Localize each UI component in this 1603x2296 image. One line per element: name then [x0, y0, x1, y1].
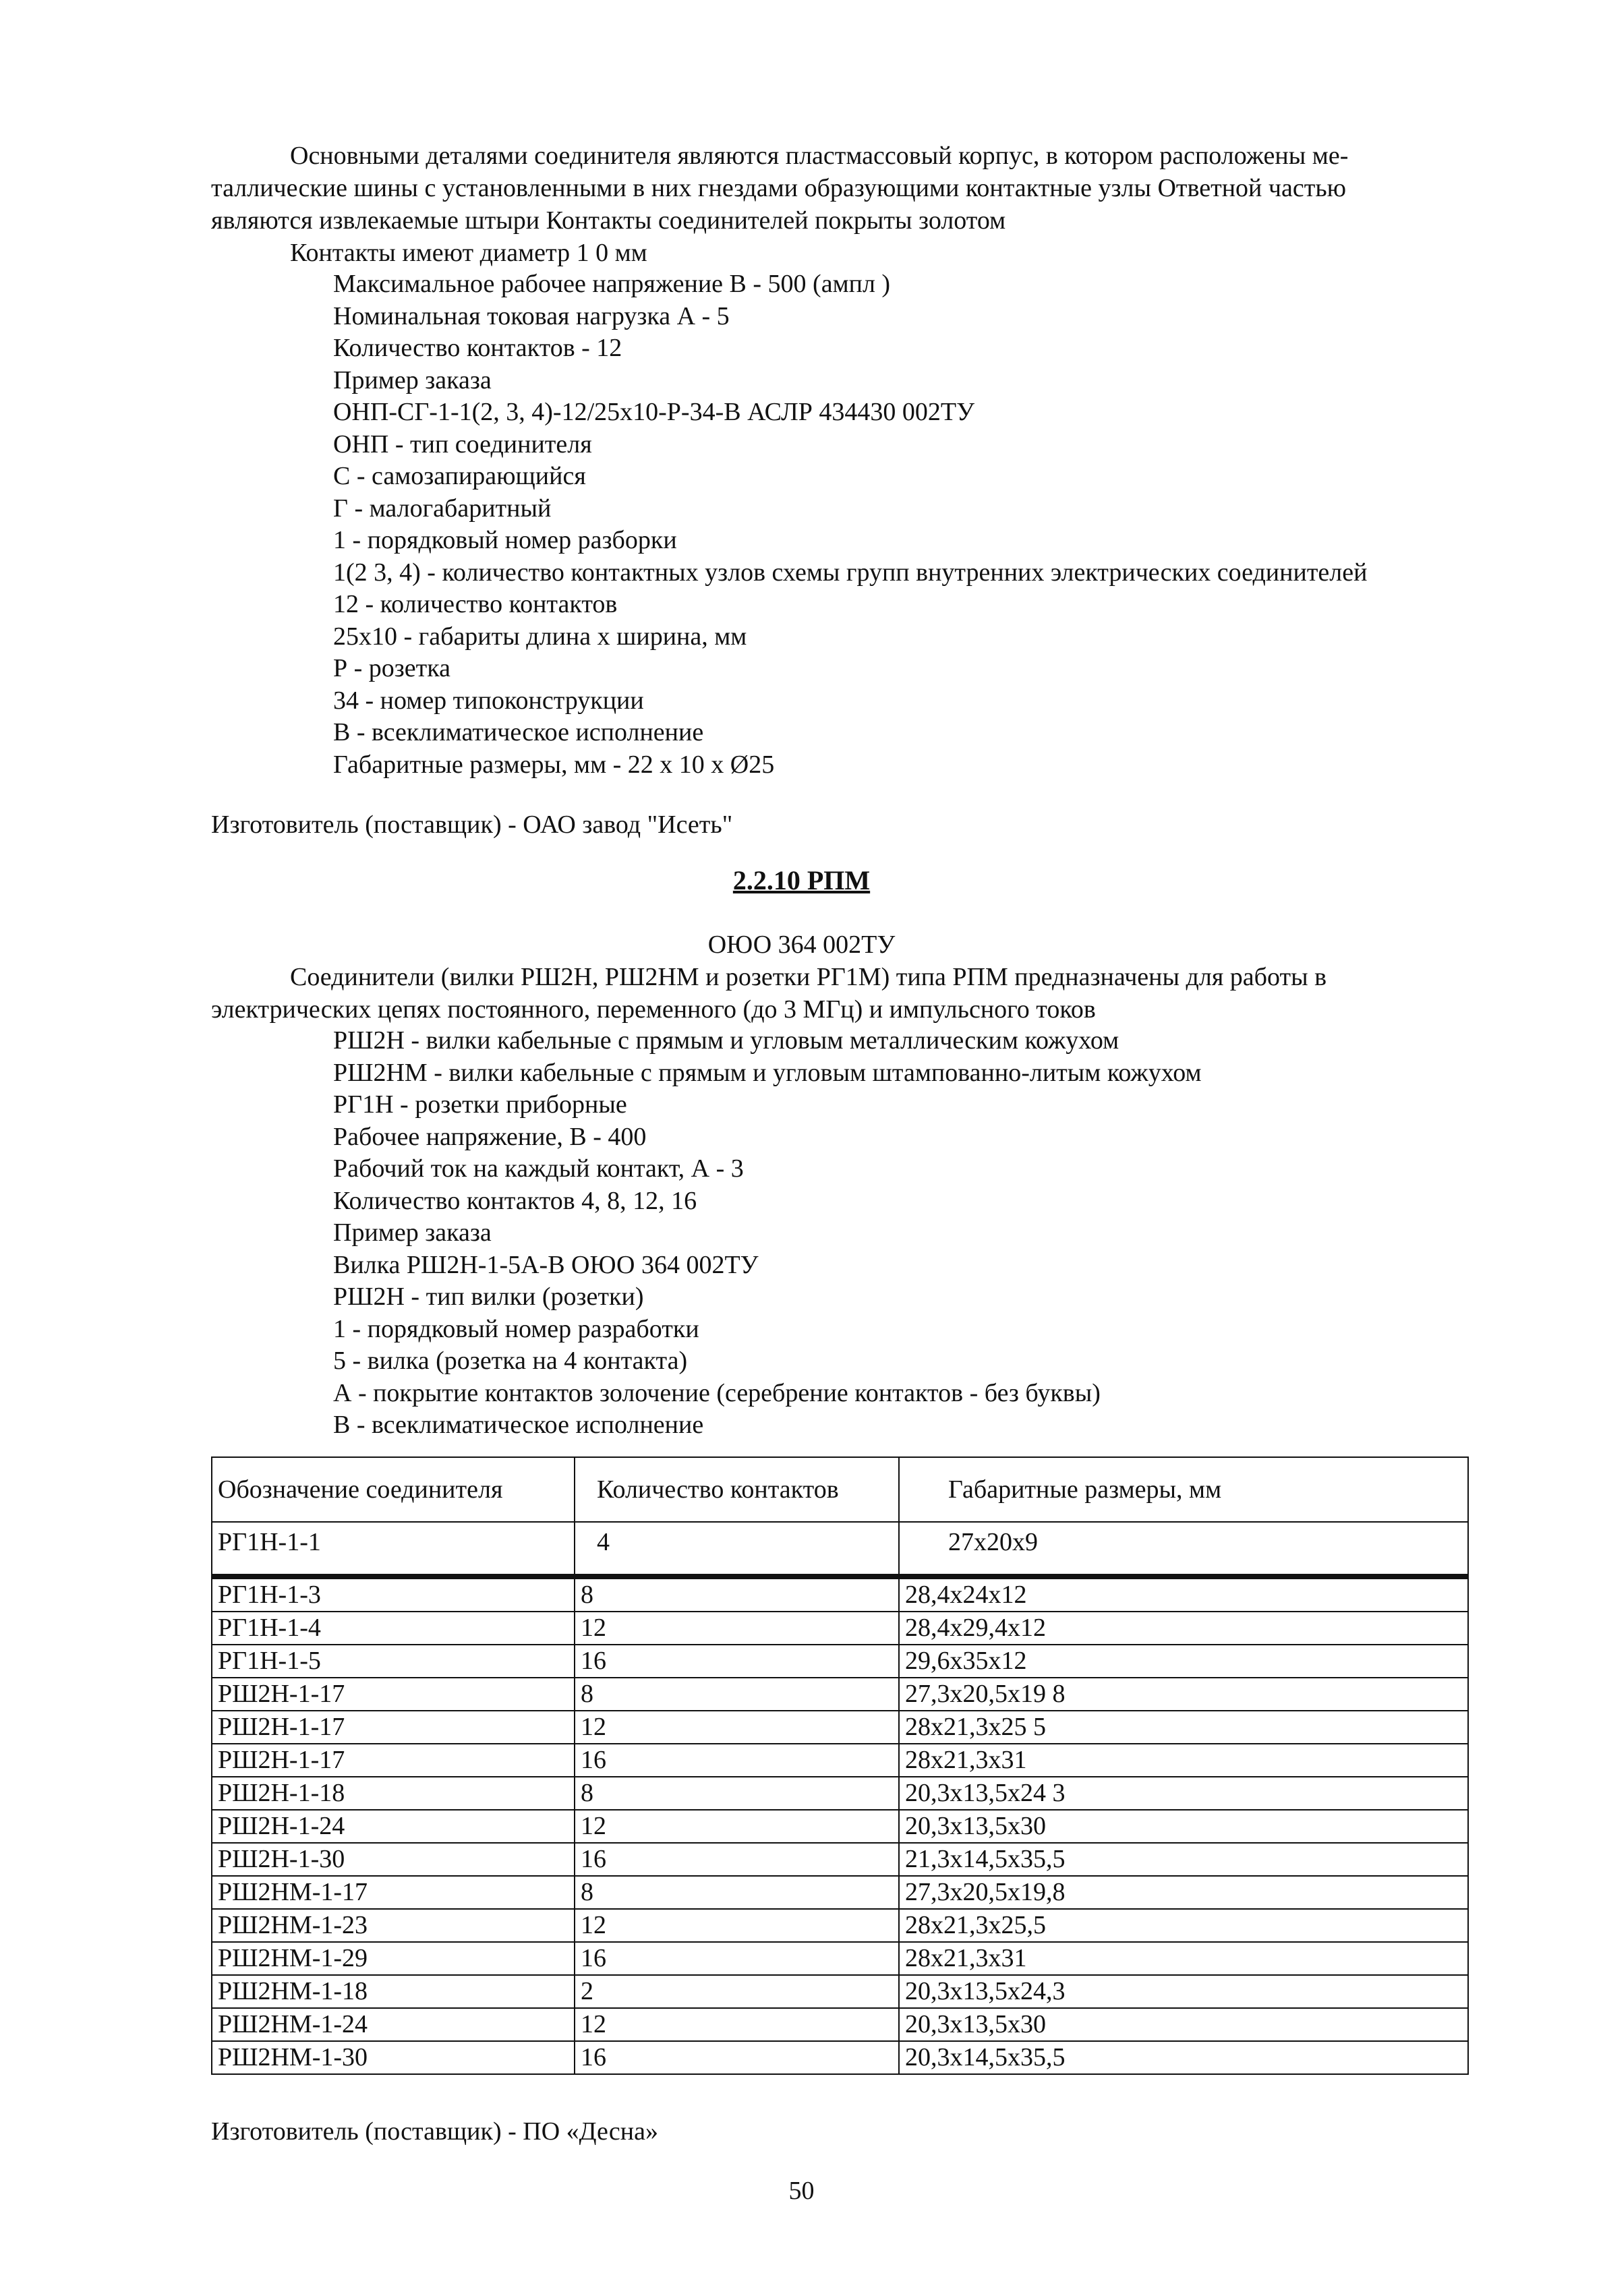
spec2-item: Вилка РШ2Н-1-5А-В ОЮО 364 002ТУ	[333, 1250, 759, 1279]
spec1-item: 12 - количество контактов	[333, 590, 618, 618]
cell-designation: РШ2НМ-1-17	[212, 1876, 575, 1909]
cell-contact-count: 12	[575, 1711, 899, 1744]
cell-designation: РШ2НМ-1-23	[212, 1909, 575, 1942]
cell-dimensions: 27х20х9	[899, 1522, 1468, 1576]
spec-list-1	[333, 268, 1367, 781]
cell-designation: РГ1Н-1-1	[212, 1522, 575, 1576]
table-row	[212, 1876, 1468, 1909]
cell-designation: РШ2Н-1-17	[212, 1711, 575, 1744]
cell-contact-count: 4	[575, 1522, 899, 1576]
spec1-item: ОНП-СГ-1-1(2, 3, 4)-12/25х10-Р-34-В АСЛР 434430 002ТУ	[333, 398, 975, 426]
table-row	[212, 1678, 1468, 1711]
cell-dimensions: 28х21,3х31	[899, 1744, 1468, 1777]
spec1-item: 1 - порядковый номер разборки	[333, 526, 677, 554]
cell-dimensions: 28х21,3х31	[899, 1942, 1468, 1975]
section-heading: 2.2.10 РПМ	[732, 865, 871, 895]
intro-line-2: таллические шины с установленными в них гнездами образующими контактные узлы Ответной частью	[211, 174, 1347, 202]
table-row	[212, 1777, 1468, 1810]
cell-designation: РШ2НМ-1-18	[212, 1975, 575, 2008]
table-row	[212, 1942, 1468, 1975]
cell-dimensions: 29,6х35х12	[899, 1645, 1468, 1678]
spec2-item: РГ1Н - розетки приборные	[333, 1090, 627, 1119]
manufacturer-desna: Изготовитель (поставщик) - ПО «Десна»	[211, 2117, 658, 2146]
page-number: 50	[788, 2177, 815, 2205]
cell-contact-count: 8	[575, 1678, 899, 1711]
table-row	[212, 1810, 1468, 1843]
cell-dimensions: 21,3х14,5х35,5	[899, 1843, 1468, 1876]
cell-dimensions: 20,3х13,5х24,3	[899, 1975, 1468, 2008]
cell-contact-count: 12	[575, 1612, 899, 1645]
spec2-item: Рабочий ток на каждый контакт, А - 3	[333, 1154, 744, 1183]
cell-designation: РШ2Н-1-24	[212, 1810, 575, 1843]
cell-dimensions: 20,3х13,5х24 3	[899, 1777, 1468, 1810]
cell-designation: РГ1Н-1-4	[212, 1612, 575, 1645]
cell-dimensions: 20,3х13,5х30	[899, 1810, 1468, 1843]
section-intro-line-1: Соединители (вилки РШ2Н, РШ2НМ и розетки РГ1М) типа РПМ предназначены для работы в	[290, 963, 1327, 991]
spec2-item: Рабочее напряжение, В - 400	[333, 1122, 647, 1151]
cell-contact-count: 8	[575, 1876, 899, 1909]
cell-dimensions: 28х21,3х25 5	[899, 1711, 1468, 1744]
cell-dimensions: 20,3х14,5х35,5	[899, 2041, 1468, 2074]
cell-dimensions: 28х21,3х25,5	[899, 1909, 1468, 1942]
cell-designation: РШ2НМ-1-24	[212, 2008, 575, 2041]
table-row	[212, 2008, 1468, 2041]
spec1-item: В - всеклиматическое исполнение	[333, 718, 704, 746]
spec2-item: РШ2Н - вилки кабельные с прямым и угловым металлическим кожухом	[333, 1026, 1119, 1055]
cell-designation: РГ1Н-1-5	[212, 1645, 575, 1678]
table-row	[212, 1645, 1468, 1678]
spec1-item: Максимальное рабочее напряжение В - 500 (ампл )	[333, 270, 891, 298]
section-intro-line-2: электрических цепях постоянного, переменного (до 3 МГц) и импульсного токов	[211, 995, 1096, 1024]
cell-designation: РГ1Н-1-3	[212, 1579, 575, 1612]
intro-line-1: Основными деталями соединителя являются пластмассовый корпус, в котором расположены ме-	[290, 142, 1349, 170]
cell-dimensions: 20,3х13,5х30	[899, 2008, 1468, 2041]
spec1-item: 1(2 3, 4) - количество контактных узлов схемы групп внутренних электрических соединителей	[333, 558, 1368, 587]
spec2-item: А - покрытие контактов золочение (серебрение контактов - без буквы)	[333, 1378, 1101, 1407]
connector-table	[211, 1456, 1469, 2075]
spec1-item: Габаритные размеры, мм - 22 х 10 х Ø25	[333, 750, 775, 779]
cell-contact-count: 12	[575, 1909, 899, 1942]
spec1-item: ОНП - тип соединителя	[333, 430, 592, 459]
cell-contact-count: 2	[575, 1975, 899, 2008]
table-row	[212, 1711, 1468, 1744]
spec-list-2	[333, 1025, 1202, 1442]
table-row	[212, 1975, 1468, 2008]
spec1-item: 25х10 - габариты длина х ширина, мм	[333, 622, 747, 651]
spec1-item: Р - розетка	[333, 654, 451, 682]
spec1-item: Количество контактов - 12	[333, 334, 622, 362]
spec1-item: Пример заказа	[333, 365, 492, 394]
table-row	[212, 1744, 1468, 1777]
cell-dimensions: 27,3х20,5х19,8	[899, 1876, 1468, 1909]
cell-dimensions: 28,4х24х12	[899, 1579, 1468, 1612]
spec1-item: С - самозапирающийся	[333, 462, 586, 490]
cell-contact-count: 12	[575, 2008, 899, 2041]
spec1-item: 34 - номер типоконструкции	[333, 686, 644, 715]
cell-contact-count: 16	[575, 1942, 899, 1975]
cell-designation: РШ2Н-1-30	[212, 1843, 575, 1876]
cell-designation: РШ2Н-1-17	[212, 1678, 575, 1711]
table-row	[212, 1579, 1468, 1612]
header-contact-count: Количество контактов	[575, 1457, 899, 1522]
cell-contact-count: 8	[575, 1777, 899, 1810]
spec1-item: Номинальная токовая нагрузка А - 5	[333, 301, 730, 330]
cell-designation: РШ2Н-1-18	[212, 1777, 575, 1810]
cell-dimensions: 27,3х20,5х19 8	[899, 1678, 1468, 1711]
table-row	[212, 2041, 1468, 2074]
spec2-item: 5 - вилка (розетка на 4 контакта)	[333, 1347, 688, 1375]
table-row	[212, 1843, 1468, 1876]
cell-designation: РШ2НМ-1-29	[212, 1942, 575, 1975]
spec2-item: В - всеклиматическое исполнение	[333, 1411, 704, 1439]
manufacturer-iset: Изготовитель (поставщик) - ОАО завод "Исеть"	[211, 811, 733, 839]
intro-line-3: являются извлекаемые штыри Контакты соединителей покрыты золотом	[211, 206, 1006, 235]
header-dimensions: Габаритные размеры, мм	[899, 1457, 1468, 1522]
table-row	[212, 1909, 1468, 1942]
cell-contact-count: 16	[575, 1744, 899, 1777]
cell-designation: РШ2НМ-1-30	[212, 2041, 575, 2074]
contacts-diameter-line: Контакты имеют диаметр 1 0 мм	[290, 239, 647, 267]
spec2-item: Количество контактов 4, 8, 12, 16	[333, 1186, 697, 1215]
table-row	[212, 1522, 1468, 1576]
spec1-item: Г - малогабаритный	[333, 494, 552, 523]
cell-contact-count: 16	[575, 2041, 899, 2074]
cell-dimensions: 28,4х29,4х12	[899, 1612, 1468, 1645]
cell-contact-count: 16	[575, 1645, 899, 1678]
table-row	[212, 1612, 1468, 1645]
cell-contact-count: 8	[575, 1579, 899, 1612]
spec2-item: РШ2Н - тип вилки (розетки)	[333, 1283, 644, 1311]
cell-contact-count: 12	[575, 1810, 899, 1843]
spec2-item: Пример заказа	[333, 1218, 492, 1247]
standard-code: ОЮО 364 002ТУ	[707, 931, 896, 959]
spec2-item: РШ2НМ - вилки кабельные с прямым и угловым штампованно-литым кожухом	[333, 1058, 1202, 1087]
cell-designation: РШ2Н-1-17	[212, 1744, 575, 1777]
table-header-row	[212, 1457, 1468, 1522]
header-designation: Обозначение соединителя	[212, 1457, 575, 1522]
cell-contact-count: 16	[575, 1843, 899, 1876]
spec2-item: 1 - порядковый номер разработки	[333, 1314, 699, 1343]
